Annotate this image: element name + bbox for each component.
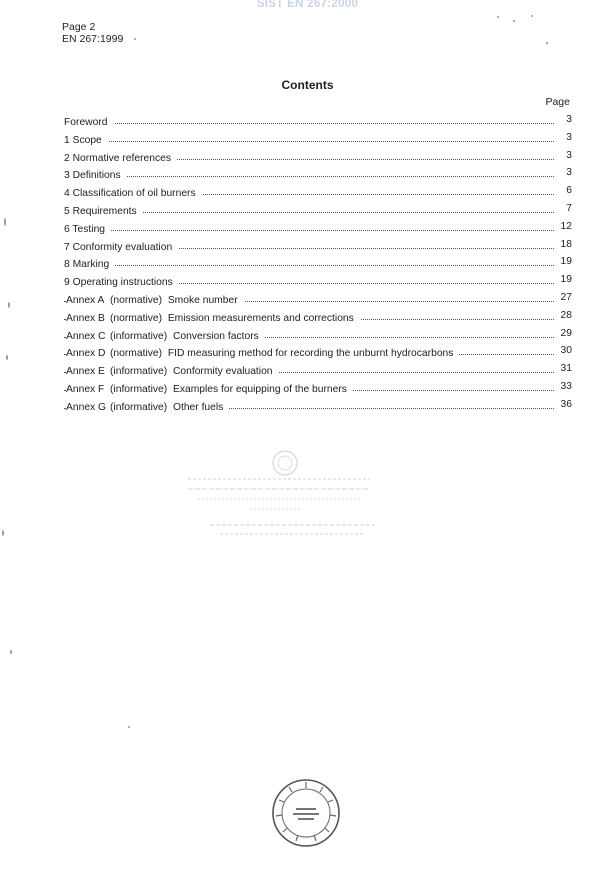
toc-annex-label bbox=[66, 402, 229, 413]
scan-speck bbox=[8, 302, 10, 308]
standard-number: EN 267:1999 bbox=[62, 33, 124, 45]
annex-title: Conformity evaluation bbox=[172, 366, 273, 378]
annex-type: (informative) bbox=[110, 383, 168, 395]
faint-library-stamp bbox=[180, 445, 380, 565]
annex-letter: Annex G bbox=[66, 401, 107, 413]
toc-entry-page: 29 bbox=[554, 325, 572, 343]
toc-entry-page: 28 bbox=[554, 307, 572, 325]
scan-speck bbox=[513, 20, 515, 22]
toc-entry-page: 3 bbox=[554, 129, 572, 147]
toc-entry[interactable] bbox=[64, 185, 572, 203]
toc-entry-label: 2 Normative references bbox=[64, 153, 177, 164]
toc-entry[interactable] bbox=[64, 167, 572, 185]
watermark: SIST EN 267:2000 bbox=[256, 0, 359, 10]
toc-annex-label bbox=[66, 331, 265, 342]
toc-annex-entry[interactable] bbox=[64, 345, 572, 363]
page-column-label: Page bbox=[545, 96, 570, 108]
toc-entry-label: 1 Scope bbox=[64, 135, 108, 146]
annex-type: (normative) bbox=[110, 294, 163, 306]
annex-type: (normative) bbox=[110, 312, 163, 324]
toc-entry-page: 12 bbox=[554, 218, 572, 236]
scan-speck bbox=[128, 726, 130, 728]
scan-speck bbox=[2, 530, 4, 536]
dot-leader bbox=[64, 176, 554, 177]
toc-annex-entry[interactable] bbox=[64, 363, 572, 381]
toc-entry-label: 5 Requirements bbox=[64, 206, 143, 217]
toc-entry-label: Foreword bbox=[64, 117, 114, 128]
annex-type: (normative) bbox=[110, 348, 163, 360]
toc-entry[interactable] bbox=[64, 114, 572, 132]
toc-entry-label: 3 Definitions bbox=[64, 170, 127, 181]
annex-title: FID measuring method for recording the unburnt hydrocarbons bbox=[167, 348, 454, 360]
seal-stamp bbox=[271, 778, 341, 848]
scan-speck bbox=[531, 15, 533, 17]
toc-annex-label bbox=[66, 348, 459, 359]
toc-annex-entry[interactable] bbox=[64, 328, 572, 346]
toc-entry-page: 31 bbox=[554, 360, 572, 378]
toc-entry-label: 6 Testing bbox=[64, 224, 111, 235]
toc-annex-label bbox=[66, 295, 244, 306]
toc-entry-page: 33 bbox=[554, 378, 572, 396]
annex-title: Emission measurements and corrections bbox=[167, 312, 354, 324]
dot-leader bbox=[64, 123, 554, 124]
toc-entry-page: 19 bbox=[554, 253, 572, 271]
annex-letter: Annex F bbox=[66, 383, 105, 395]
toc-entry-page: 36 bbox=[554, 396, 572, 414]
annex-type: (informative) bbox=[110, 401, 168, 413]
toc-entry[interactable] bbox=[64, 256, 572, 274]
annex-title: Conversion factors bbox=[172, 330, 259, 342]
dot-leader bbox=[64, 230, 554, 231]
scan-speck bbox=[546, 42, 548, 44]
dot-leader bbox=[64, 265, 554, 266]
toc-entry[interactable] bbox=[64, 150, 572, 168]
toc-entry-label: 7 Conformity evaluation bbox=[64, 242, 178, 253]
toc-entry[interactable] bbox=[64, 203, 572, 221]
toc-entry-page: 7 bbox=[554, 200, 572, 218]
toc-entry-label: 4 Classification of oil burners bbox=[64, 188, 202, 199]
toc-entry-label: 9 Operating instructions bbox=[64, 277, 179, 288]
toc-entry-page: 27 bbox=[554, 289, 572, 307]
annex-type: (informative) bbox=[110, 366, 168, 378]
scan-speck bbox=[6, 355, 8, 360]
toc-entry[interactable] bbox=[64, 274, 572, 292]
dot-leader bbox=[64, 141, 554, 142]
annex-title: Smoke number bbox=[167, 294, 238, 306]
toc-entry[interactable] bbox=[64, 132, 572, 150]
toc-entry-label: 8 Marking bbox=[64, 259, 115, 270]
toc-annex-entry[interactable] bbox=[64, 399, 572, 417]
page-number: Page 2 bbox=[62, 21, 96, 33]
annex-title: Other fuels bbox=[172, 401, 224, 413]
toc-entry-page: 30 bbox=[554, 342, 572, 360]
scan-speck bbox=[4, 218, 6, 226]
annex-letter: Annex B bbox=[66, 312, 105, 324]
page-title: Contents bbox=[281, 78, 334, 92]
annex-letter: Annex C bbox=[66, 330, 106, 342]
annex-letter: Annex E bbox=[66, 366, 105, 378]
toc-entry-page: 3 bbox=[554, 111, 572, 129]
toc-annex-label bbox=[66, 384, 353, 395]
toc-annex-entry[interactable] bbox=[64, 381, 572, 399]
scan-speck bbox=[134, 38, 136, 40]
table-of-contents bbox=[64, 114, 572, 417]
toc-entry-page: 18 bbox=[554, 236, 572, 254]
toc-entry[interactable] bbox=[64, 239, 572, 257]
annex-letter: Annex D bbox=[66, 348, 106, 360]
toc-entry-page: 19 bbox=[554, 271, 572, 289]
toc-entry-page: 3 bbox=[554, 164, 572, 182]
toc-entry[interactable] bbox=[64, 221, 572, 239]
toc-annex-entry[interactable] bbox=[64, 292, 572, 310]
toc-entry-page: 3 bbox=[554, 147, 572, 165]
annex-letter: Annex A bbox=[66, 294, 105, 306]
toc-annex-label bbox=[66, 313, 360, 324]
scan-speck bbox=[10, 650, 12, 654]
toc-annex-label bbox=[66, 366, 279, 377]
toc-annex-entry[interactable] bbox=[64, 310, 572, 328]
annex-title: Examples for equipping of the burners bbox=[172, 383, 347, 395]
scan-speck bbox=[497, 16, 499, 18]
annex-type: (informative) bbox=[110, 330, 168, 342]
toc-entry-page: 6 bbox=[554, 182, 572, 200]
